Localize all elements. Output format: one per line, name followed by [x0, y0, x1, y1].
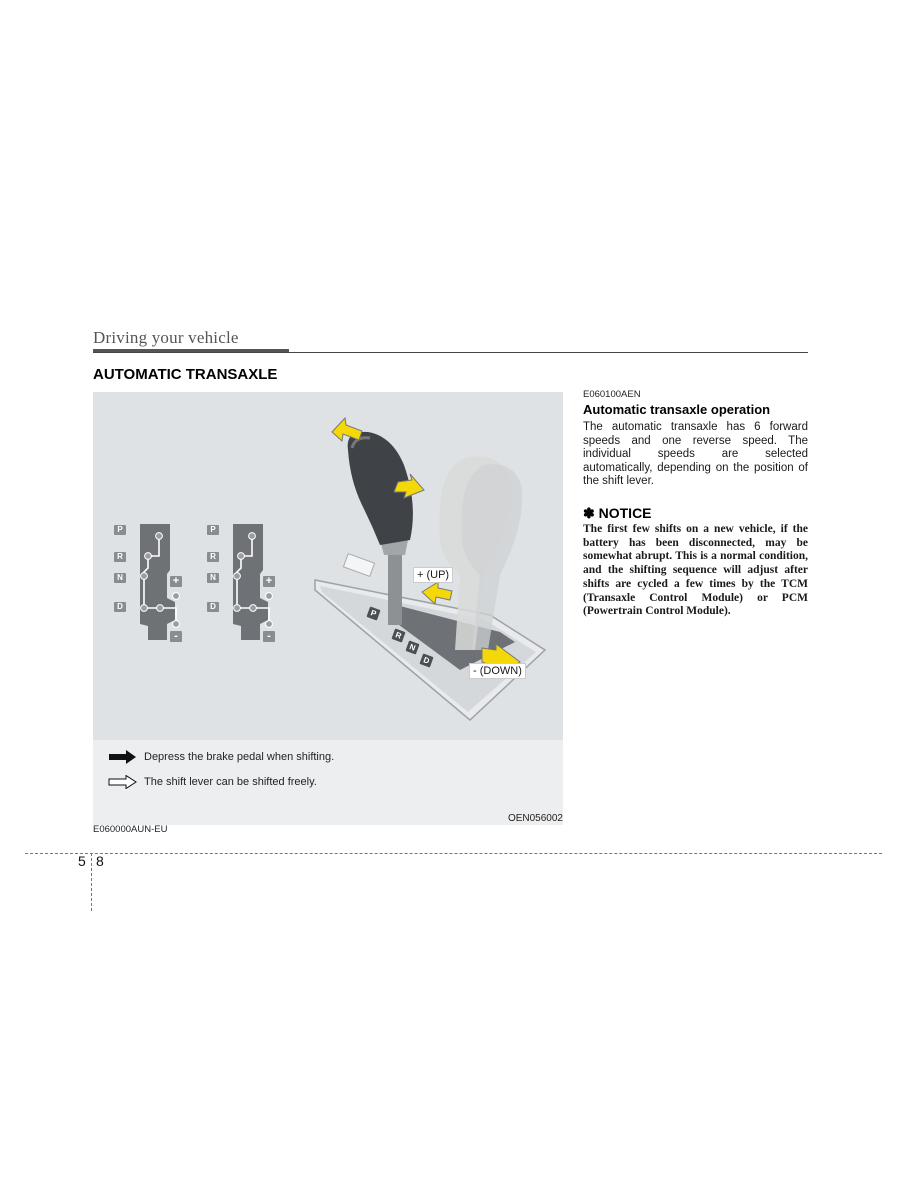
- notice-heading: [583, 505, 808, 522]
- console-label-d: D: [419, 653, 433, 667]
- section-title: AUTOMATIC TRANSAXLE: [93, 366, 278, 383]
- shift-down-label: - (DOWN): [469, 663, 526, 679]
- gate-2-label-r: R: [207, 552, 219, 562]
- figure-code: OEN056002: [507, 813, 563, 824]
- gate-1-label-n: N: [114, 573, 126, 583]
- legend-brake-text: Depress the brake pedal when shifting.: [144, 751, 335, 763]
- console-label-n: N: [405, 640, 419, 654]
- header-rule: [93, 352, 808, 353]
- gate-2-minus: -: [263, 631, 275, 642]
- notice-title: NOTICE: [598, 505, 652, 521]
- gate-2-label-d: D: [207, 602, 219, 612]
- shift-gate-diagram-free: [203, 520, 283, 645]
- console-label-r: R: [391, 628, 405, 642]
- figure-reference: E060000AUN-EU: [93, 824, 168, 835]
- filled-arrow-icon: [108, 750, 138, 764]
- gate-1-label-d: D: [114, 602, 126, 612]
- gate-2-label-n: N: [207, 573, 219, 583]
- footer-vertical-divider: [91, 853, 92, 911]
- gate-1-label-r: R: [114, 552, 126, 562]
- footer-divider: [25, 853, 882, 854]
- shift-up-label: + (UP): [413, 567, 453, 583]
- console-label-p: P: [366, 606, 380, 620]
- legend-free-text: The shift lever can be shifted freely.: [144, 776, 317, 788]
- notice-text: The first few shifts on a new vehicle, if the battery has been disconnected, may be somewhat abrupt. This is a normal condition, and the shifting sequence will adjust after shifts are cycled a few times by the TCM (Transaxle Control Module) or PCM (Powertrain Control Module).: [583, 523, 808, 618]
- gate-2-plus: +: [263, 576, 275, 587]
- operation-paragraph: The automatic transaxle has 6 forward speeds and one reverse speed. The individual speeds are selected automatically, depending on the position of the shift lever.: [583, 421, 808, 488]
- chapter-title: Driving your vehicle: [93, 328, 239, 347]
- outline-arrow-icon: [108, 775, 138, 789]
- gate-1-plus: +: [170, 576, 182, 587]
- notice-symbol-icon: ✽: [583, 505, 595, 521]
- subheading: Automatic transaxle operation: [583, 402, 771, 417]
- shift-gate-diagram-brake: [110, 520, 190, 645]
- gate-1-label-p: P: [114, 525, 126, 535]
- gate-2-label-p: P: [207, 525, 219, 535]
- chapter-number: 5: [78, 853, 86, 869]
- gate-1-minus: -: [170, 631, 182, 642]
- page-number: 8: [96, 853, 104, 869]
- section-code: E060100AEN: [583, 389, 641, 400]
